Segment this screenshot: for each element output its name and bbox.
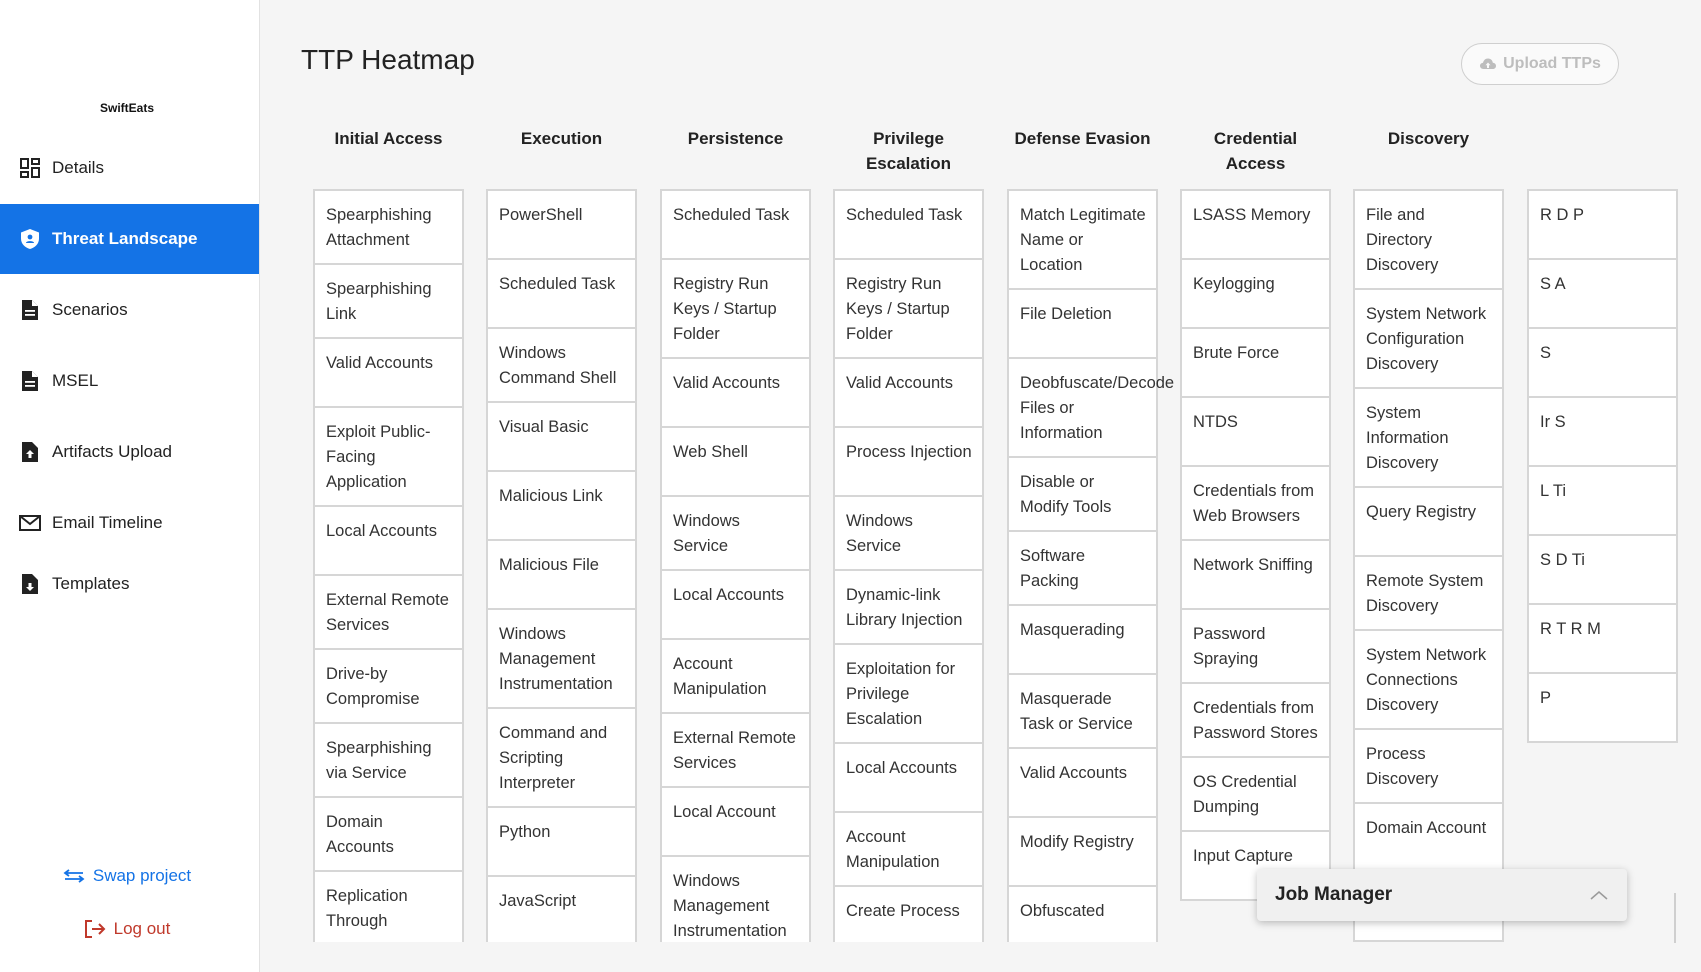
upload-ttps-button[interactable] [1461,43,1619,85]
technique-cell[interactable]: Ir S [1527,396,1678,467]
technique-cell[interactable]: S [1527,327,1678,398]
technique-cell[interactable]: Local Account [660,786,811,857]
dashboard-icon [18,156,42,180]
cloud-upload-icon [1479,57,1497,71]
technique-cell[interactable]: Remote System Discovery [1353,555,1504,631]
technique-cell[interactable]: PowerShell [486,189,637,260]
technique-cell[interactable]: Account Manipulation [660,638,811,714]
main-content [261,0,1701,972]
sidebar-item-templates[interactable] [0,549,259,619]
technique-cell[interactable]: Exploitation for Privilege Escalation [833,643,984,744]
technique-cell[interactable]: Replication Through [313,870,464,946]
technique-cell[interactable]: Deobfuscate/Decode Files or Information [1007,357,1158,458]
technique-cell[interactable]: Malicious File [486,539,637,610]
technique-cell[interactable]: Spearphishing Attachment [313,189,464,265]
sidebar-item-label: Details [52,158,104,177]
technique-list [1527,189,1678,743]
technique-cell[interactable]: Valid Accounts [660,357,811,428]
divider [1674,893,1676,943]
technique-cell[interactable]: Disable or Modify Tools [1007,456,1158,532]
column-header: Execution [520,129,603,148]
technique-cell[interactable]: Masquerading [1007,604,1158,675]
technique-cell[interactable]: File Deletion [1007,288,1158,359]
heatmap-column [486,120,637,944]
technique-cell[interactable]: JavaScript [486,875,637,946]
technique-cell[interactable]: Windows Management Instrumentation [486,608,637,709]
technique-cell[interactable]: Python [486,806,637,877]
technique-cell[interactable]: Brute Force [1180,327,1331,398]
technique-cell[interactable]: Exploit Public-Facing Application [313,406,464,507]
technique-cell[interactable]: P [1527,672,1678,743]
technique-cell[interactable]: Domain Accounts [313,796,464,872]
technique-cell[interactable]: Obfuscated [1007,885,1158,956]
technique-cell[interactable]: Windows Management Instrumentation [660,855,811,956]
swap-project-label: Swap project [92,866,192,885]
technique-cell[interactable]: System Information Discovery [1353,387,1504,488]
technique-cell[interactable]: Spearphishing via Service [313,722,464,798]
technique-cell[interactable]: Scheduled Task [660,189,811,260]
upload-ttps-label: Upload TTPs [1503,55,1601,72]
logout-label: Log out [113,919,171,938]
technique-cell[interactable]: Domain Account [1353,802,1504,873]
technique-cell[interactable]: Credentials from Web Browsers [1180,465,1331,541]
swap-arrows-icon [63,868,85,884]
technique-list [1180,189,1331,901]
heatmap-column [1527,120,1678,741]
sidebar-item-label: Threat Landscape [52,229,198,248]
page-title: TTP Heatmap [301,44,475,75]
column-header: Defense Evasion [1014,129,1151,148]
sidebar-item-details[interactable] [0,133,259,203]
technique-cell[interactable]: OS Credential Dumping [1180,756,1331,832]
technique-cell[interactable]: System Network Configuration Discovery [1353,288,1504,389]
technique-cell[interactable]: Web Shell [660,426,811,497]
technique-list [660,189,811,956]
technique-cell[interactable]: Credentials from Password Stores [1180,682,1331,758]
document-icon [18,298,42,322]
sidebar-item-label: Email Timeline [52,513,163,532]
sidebar-item-threat-landscape[interactable] [0,204,259,274]
heatmap-column [833,120,984,954]
technique-cell[interactable]: External Remote Services [313,574,464,650]
technique-cell[interactable]: Local Accounts [833,742,984,813]
technique-cell[interactable]: Keylogging [1180,258,1331,329]
document-icon [18,369,42,393]
column-header: Privilege Escalation [865,129,952,173]
technique-cell[interactable]: Match Legitimate Name or Location [1007,189,1158,290]
sidebar-item-label: Scenarios [52,300,128,319]
sidebar-item-msel[interactable] [0,346,259,416]
column-header: Initial Access [334,129,443,148]
technique-cell[interactable]: Malicious Link [486,470,637,541]
column-header: Persistence [687,129,784,148]
technique-cell[interactable]: Input Capture [1180,830,1331,901]
technique-cell[interactable]: Valid Accounts [1007,747,1158,818]
technique-cell[interactable]: System Network Connections Discovery [1353,629,1504,730]
column-header: Discovery [1387,129,1470,148]
sidebar-item-label: MSEL [52,371,99,390]
technique-cell[interactable]: Masquerade Task or Service [1007,673,1158,749]
sidebar [0,0,260,972]
swap-project-link[interactable] [0,866,254,886]
technique-cell[interactable]: External Remote Services [660,712,811,788]
file-download-icon [18,572,42,596]
logout-link[interactable] [0,919,254,939]
technique-cell[interactable]: Modify Registry [1007,816,1158,887]
technique-list [1353,189,1504,942]
technique-cell[interactable]: Spearphishing Link [313,263,464,339]
bottom-strip [261,942,1701,972]
technique-cell[interactable]: Query Registry [1353,486,1504,557]
technique-cell[interactable]: Valid Accounts [833,357,984,428]
ttp-heatmap [313,120,1601,942]
heatmap-column [1180,120,1331,899]
sidebar-item-email-timeline[interactable] [0,488,259,558]
job-manager-title: Job Manager [1275,884,1393,905]
technique-cell[interactable]: Network Sniffing [1180,539,1331,610]
technique-cell[interactable]: NTDS [1180,396,1331,467]
technique-cell[interactable]: Visual Basic [486,401,637,472]
column-header: Credential Access [1213,129,1298,173]
technique-cell[interactable]: R T R M [1527,603,1678,674]
technique-cell[interactable]: Process Injection [833,426,984,497]
heatmap-column [313,120,464,944]
technique-cell[interactable]: Valid Accounts [313,337,464,408]
technique-cell[interactable]: Process Discovery [1353,728,1504,804]
technique-cell[interactable]: LSASS Memory [1180,189,1331,260]
technique-cell[interactable]: Password Spraying [1180,608,1331,684]
technique-cell[interactable]: Command and Scripting Interpreter [486,707,637,808]
technique-list [486,189,637,946]
heatmap-column [1007,120,1175,954]
technique-cell[interactable]: Create Process [833,885,984,956]
heatmap-column [660,120,811,954]
technique-cell[interactable]: R D P [1527,189,1678,260]
mail-icon [18,511,42,535]
technique-list [833,189,984,956]
technique-cell[interactable]: S D Ti [1527,534,1678,605]
file-upload-icon [18,440,42,464]
technique-cell[interactable]: Scheduled Task [833,189,984,260]
logout-icon [84,919,106,939]
sidebar-item-label: Artifacts Upload [52,442,172,461]
technique-cell[interactable]: Drive-by Compromise [313,648,464,724]
technique-cell[interactable]: L Ti [1527,465,1678,536]
sidebar-item-label: Templates [52,574,130,593]
technique-cell[interactable]: Windows Service [833,495,984,571]
technique-list [313,189,464,946]
job-manager-panel[interactable] [1257,869,1627,921]
technique-cell[interactable]: File and Directory Discovery [1353,189,1504,290]
technique-cell[interactable]: Registry Run Keys / Startup Folder [833,258,984,359]
technique-cell[interactable]: Windows Service [660,495,811,571]
technique-cell[interactable]: S A [1527,258,1678,329]
shield-icon [18,227,42,251]
technique-list [1007,189,1175,956]
technique-cell[interactable]: Registry Run Keys / Startup Folder [660,258,811,359]
sidebar-item-scenarios[interactable] [0,275,259,345]
technique-cell[interactable]: Local Accounts [313,505,464,576]
technique-cell[interactable]: Scheduled Task [486,258,637,329]
technique-cell[interactable]: Local Accounts [660,569,811,640]
technique-cell[interactable]: Windows Command Shell [486,327,637,403]
sidebar-item-artifacts-upload[interactable] [0,417,259,487]
technique-cell[interactable]: Account Manipulation [833,811,984,887]
chevron-up-icon[interactable] [1589,889,1609,901]
column-header [1527,120,1678,188]
technique-cell[interactable]: Software Packing [1007,530,1158,606]
brand-name: SwiftEats [99,101,154,115]
heatmap-column [1353,120,1504,940]
technique-cell[interactable]: Dynamic-link Library Injection [833,569,984,645]
